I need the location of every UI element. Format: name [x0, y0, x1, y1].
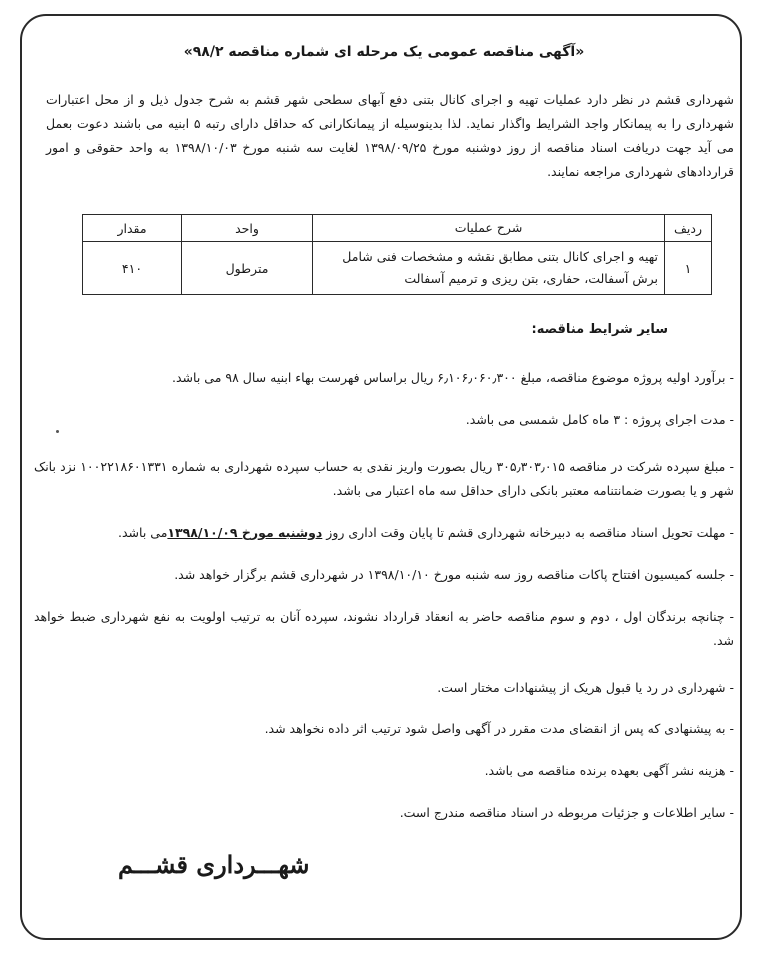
table-header-row: [83, 215, 712, 242]
notice-intro: شهرداری قشم در نظر دارد عملیات تهیه و اجرای کانال بتنی دفع آبهای سطحی شهر قشم به شرح جدول ذیل و از محل اعتبارات شهرداری را به پیمانکار واجد الشرایط واگذار نماید. لذا بدینوسیله از پیمانکارانی که حداقل دارای رتبه ۵ ابنیه می باشند دعوت بعمل می آید جهت دریافت اسناد مناقصه از روز دوشنبه مورخ ۱۳۹۸/۰۹/۲۵ لغایت سه شنبه مورخ ۱۳۹۸/۱۰/۰۳ به واحد حقوقی و امور قراردادهای شهرداری مراجعه نمایند.: [46, 92, 734, 179]
condition-4-text: - مهلت تحویل اسناد مناقصه به دبیرخانه شهرداری قشم تا پایان وقت اداری روز: [326, 525, 734, 540]
notice-title: «آگهی مناقصه عمومی یک مرحله ای شماره مناقصه ۹۸/۲»: [183, 44, 585, 60]
operations-table: [82, 214, 712, 295]
condition-item-3: - مبلغ سپرده شرکت در مناقصه ۳۰۵٫۳۰۳٫۰۱۵ ریال بصورت واریز نقدی به حساب سپرده شهرداری به شماره ۱۰۰۲۲۱۸۶۰۱۳۳۱ نزد بانک شهر و یا بصورت ضمانتنامه معتبر بانکی دارای حداقل سه ماه اعتبار می باشد.: [34, 459, 734, 498]
condition-item-1: - برآورد اولیه پروژه موضوع مناقصه، مبلغ ۶٫۱۰۶٫۰۶۰٫۳۰۰ ریال براساس فهرست بهاء ابنیه سال ۹۸ می باشد.: [172, 370, 734, 385]
table-row: [83, 242, 712, 295]
condition-item-7: - شهرداری در رد یا قبول هریک از پیشنهادات مختار است.: [437, 680, 734, 695]
deadline-date: دوشنبه مورخ ۱۳۹۸/۱۰/۰۹: [167, 525, 323, 540]
condition-item-4: [34, 521, 734, 545]
header-row-number: ردیف: [665, 215, 712, 242]
cell-unit: مترطول: [182, 242, 313, 295]
signature: شهـــرداری قشـــم: [118, 850, 310, 879]
cell-quantity: ۴۱۰: [83, 242, 182, 295]
header-unit: واحد: [182, 215, 313, 242]
speck-mark: [56, 430, 59, 433]
cell-row-number: ۱: [665, 242, 712, 295]
condition-item-2: - مدت اجرای پروژه : ۳ ماه کامل شمسی می باشد.: [465, 412, 734, 427]
condition-item-10: - سایر اطلاعات و جزئیات مربوطه در اسناد مناقصه مندرج است.: [399, 805, 734, 820]
cell-description: تهیه و اجرای کانال بتنی مطابق نقشه و مشخصات فنی شامل برش آسفالت، حفاری، بتن ریزی و ترمیم آسفالت: [313, 242, 665, 295]
condition-item-5: - جلسه کمیسیون افتتاح پاکات مناقصه روز سه شنبه مورخ ۱۳۹۸/۱۰/۱۰ در شهرداری قشم برگزار خواهد شد.: [174, 567, 734, 582]
condition-item-9: - هزینه نشر آگهی بعهده برنده مناقصه می باشد.: [484, 763, 734, 778]
condition-item-8: - به پیشنهادی که پس از انقضای مدت مقرر در آگهی واصل شود ترتیب اثر داده نخواهد شد.: [264, 721, 734, 736]
condition-item-6: - چنانچه برندگان اول ، دوم و سوم مناقصه حاضر به انعقاد قرارداد نشوند، سپرده آنان به ترتیب اولویت به نفع شهرداری ضبط خواهد شد.: [34, 609, 734, 648]
conditions-heading: سایر شرایط مناقصه:: [531, 322, 668, 337]
deadline-suffix: می باشد.: [118, 525, 168, 540]
header-quantity: مقدار: [83, 215, 182, 242]
header-description: شرح عملیات: [313, 215, 665, 242]
